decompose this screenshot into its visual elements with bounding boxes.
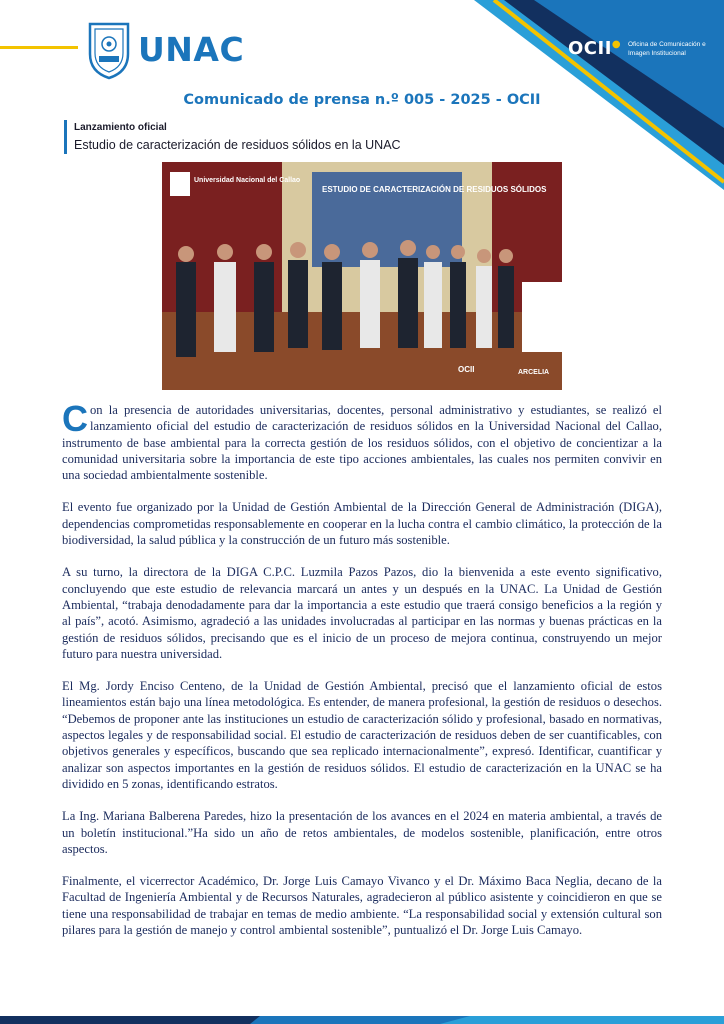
university-seal-icon [86,20,132,80]
kicker-label: Lanzamiento oficial [74,122,167,133]
photo-credit: ARCELIA [518,369,550,376]
header-accent-line [0,46,78,49]
photo-watermark: OCII [458,365,475,374]
paragraph-1: Con la presencia de autoridades universitarias, docentes, personal administrativo y estudiantes, se realizó el lanzamiento oficial del estudio de caracterización de residuos sólidos en la Universidad Nacional del Callao, instrumento de base ambiental para la correcta gestión de los residuos sólidos, con el objetivo de concientizar a la comunidad universitaria sobre la importancia de este tipo acciones ambientales, las cuales nos permiten convivir en una sociedad ambientalmente sostenible. [62,398,662,483]
ocii-logo: OCII● [568,38,622,59]
paragraph-2: El evento fue organizado por la Unidad de Gestión Ambiental de la Dirección General de Administración (DIGA), dependencias comprometidas responsablemente en cooperar en la lucha contra el cambio climático, la protección de la biodiversidad, la salud pública y la construcción de un futuro más sostenible. [62,500,662,548]
press-release-title: Comunicado de prensa n.º 005 - 2025 - OCII [183,92,541,108]
ocii-subtitle: Oficina de Comunicación e Imagen Institucional [628,41,706,57]
unac-logo-text: UNAC [138,30,245,69]
headline: Estudio de caracterización de residuos sólidos en la UNAC [74,138,401,152]
drop-cap: C [62,398,88,439]
projector-screen-text: ESTUDIO DE CARACTERIZACIÓN DE RESIDUOS SÓLIDOS [322,185,547,194]
paragraph-4: El Mg. Jordy Enciso Centeno, de la Unidad de Gestión Ambiental, precisó que el lanzamiento oficial de estos lineamientos están bajo una línea metodológica. Es entender, de manera profesional, la gestión de residuos o desechos. “Debemos de proponer ante las instituciones un estudio de caracterización sólido y profesional, basado en normativas, aspectos legales y de responsabilidad social. El estudio de caracterización de residuos deben de ser cuantificables, con objetivos generales y específicos, buscando que sea replicado internacionalmente”, expresó. Identificar, cuantificar y analizar son aspectos importantes en la gestión de residuos sólidos. El estudio de caracterización en la UNAC se ha dividido en 5 zonas, identificando estratos. [62,679,662,791]
paragraph-3: A su turno, la directora de la DIGA C.P.C. Luzmila Pazos Pazos, dio la bienvenida a este evento significativo, concluyendo que este estudio de relevancia marcará un antes y un después en la UNAC. La Unidad de Gestión Ambiental, “trabaja denodadamente para dar la importancia a este estudio que traerá consigo beneficios a la región y al país”, acotó. Asimismo, agradeció a las unidades involucradas al participar en las normas y buenas prácticas en la gestión de residuos sólidos, precisando que es el inicio de un proceso de mejora continua, construyendo un mejor futuro para nuestra universidad. [62,565,662,661]
event-photo [162,162,562,390]
kicker-accent-bar [64,120,67,154]
paragraph-5: La Ing. Mariana Balberena Paredes, hizo la presentación de los avances en el 2024 en materia ambiental, a través de un boletín institucional.”Ha sido un año de retos ambientales, de modelos sostenible, planificación, entre otros aspectos. [62,809,662,856]
photo-university-logo-text: Universidad Nacional del Callao [194,177,301,184]
paragraph-6: Finalmente, el vicerrector Académico, Dr. Jorge Luis Camayo Vivanco y el Dr. Máximo Baca Neglia, decano de la Facultad de Ingeniería Ambiental y de Recursos Naturales, agradecieron al público asistente y coincidieron en que se tiene una responsabilidad de trabajar en temas de medio ambiente. “La responsabilidad social y extensión cultural son pilares para la gestión de manejo y control ambiental sostenible”, puntualizó el Dr. Jorge Luis Camayo. [62,874,662,938]
footer-decoration [0,1012,724,1024]
article-body [62,398,662,954]
